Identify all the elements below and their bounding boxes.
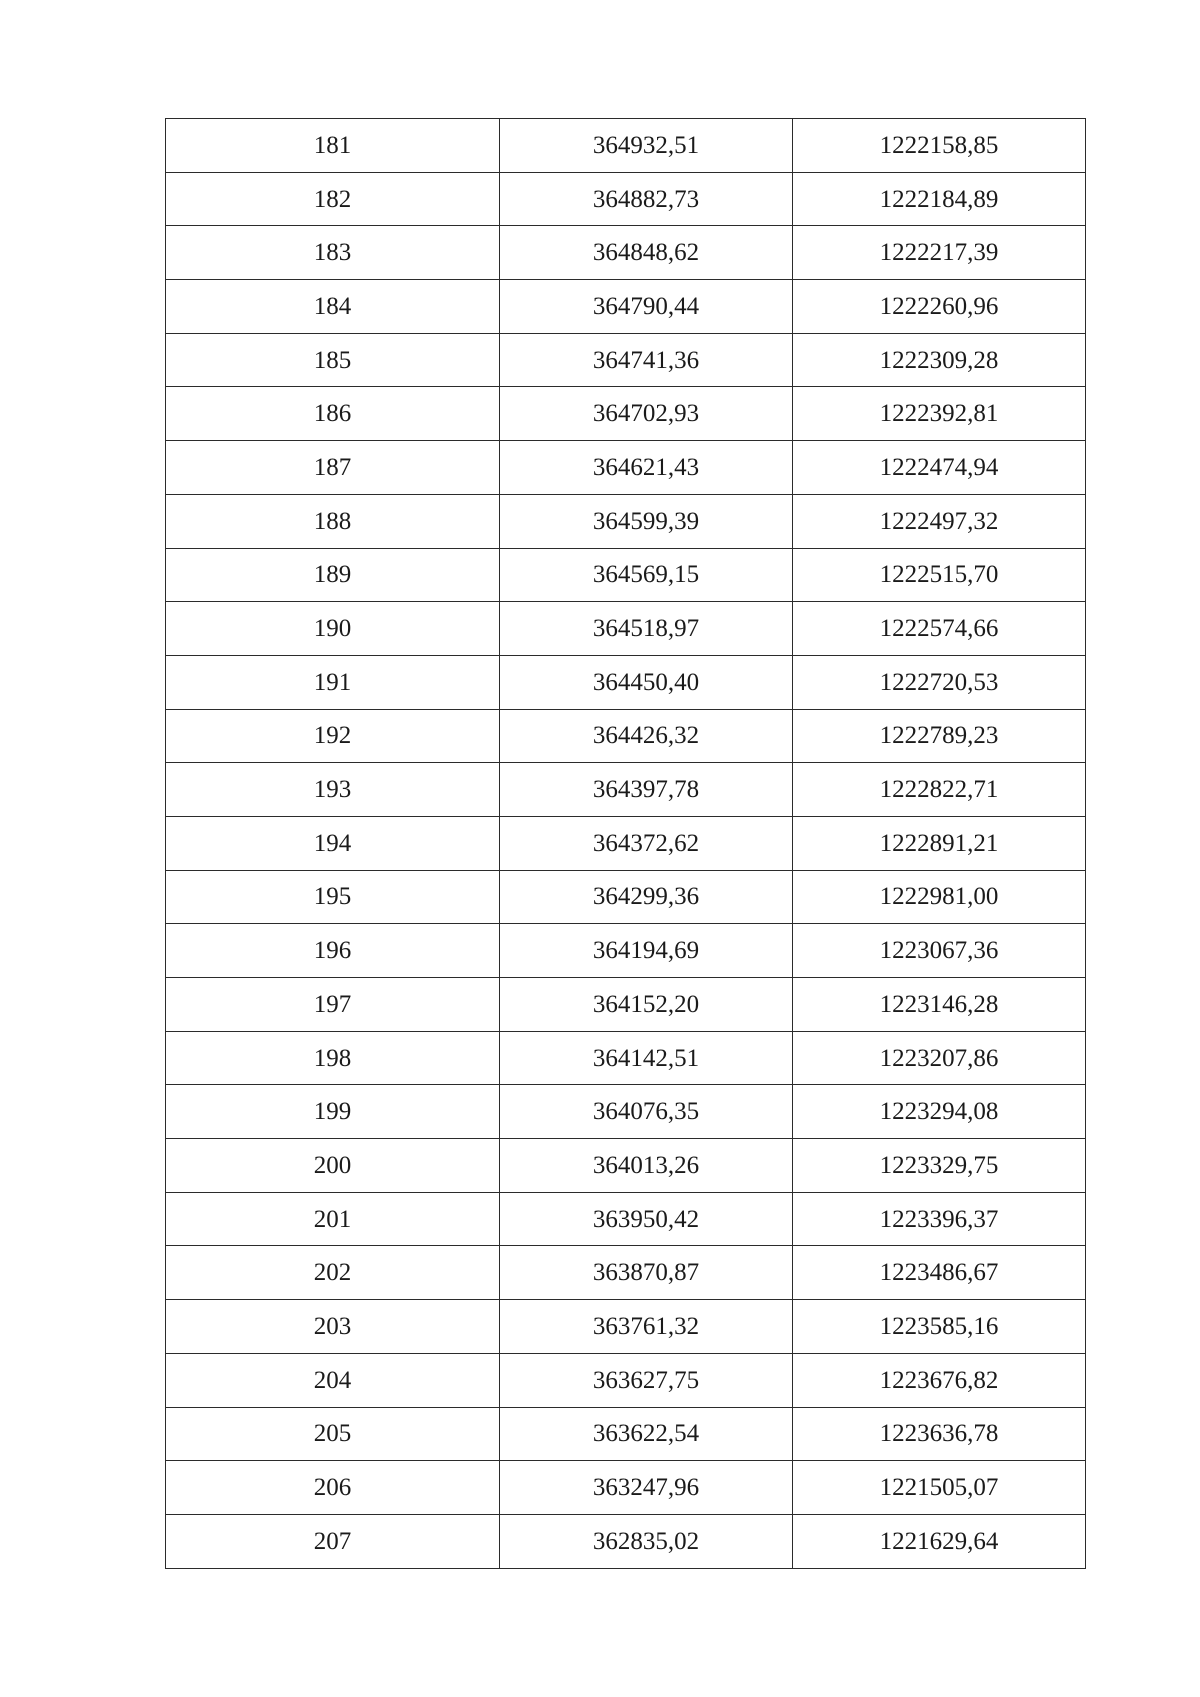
point-number-cell: 187: [166, 441, 500, 495]
point-number-cell: 206: [166, 1461, 500, 1515]
table-row: [166, 172, 1086, 226]
x-coordinate-cell: 364848,62: [500, 226, 793, 280]
point-number-cell: 191: [166, 655, 500, 709]
table-row: [166, 494, 1086, 548]
y-coordinate-cell: 1223294,08: [793, 1085, 1086, 1139]
point-number-cell: 184: [166, 280, 500, 334]
point-number-cell: 207: [166, 1514, 500, 1568]
y-coordinate-cell: 1223636,78: [793, 1407, 1086, 1461]
point-number-cell: 194: [166, 816, 500, 870]
x-coordinate-cell: 364397,78: [500, 763, 793, 817]
x-coordinate-cell: 364299,36: [500, 870, 793, 924]
table-row: [166, 1139, 1086, 1193]
y-coordinate-cell: 1223207,86: [793, 1031, 1086, 1085]
x-coordinate-cell: 364741,36: [500, 333, 793, 387]
table-row: [166, 924, 1086, 978]
y-coordinate-cell: 1222789,23: [793, 709, 1086, 763]
x-coordinate-cell: 364013,26: [500, 1139, 793, 1193]
x-coordinate-cell: 363761,32: [500, 1300, 793, 1354]
point-number-cell: 200: [166, 1139, 500, 1193]
y-coordinate-cell: 1221629,64: [793, 1514, 1086, 1568]
y-coordinate-cell: 1222720,53: [793, 655, 1086, 709]
table-row: [166, 333, 1086, 387]
y-coordinate-cell: 1222184,89: [793, 172, 1086, 226]
point-number-cell: 198: [166, 1031, 500, 1085]
table-row: [166, 1192, 1086, 1246]
x-coordinate-cell: 364518,97: [500, 602, 793, 656]
x-coordinate-cell: 364152,20: [500, 978, 793, 1032]
y-coordinate-cell: 1222158,85: [793, 119, 1086, 173]
x-coordinate-cell: 363622,54: [500, 1407, 793, 1461]
y-coordinate-cell: 1222392,81: [793, 387, 1086, 441]
table-row: [166, 548, 1086, 602]
point-number-cell: 196: [166, 924, 500, 978]
x-coordinate-cell: 364426,32: [500, 709, 793, 763]
point-number-cell: 183: [166, 226, 500, 280]
table-row: [166, 280, 1086, 334]
x-coordinate-cell: 363950,42: [500, 1192, 793, 1246]
x-coordinate-cell: 364621,43: [500, 441, 793, 495]
table-row: [166, 1031, 1086, 1085]
point-number-cell: 195: [166, 870, 500, 924]
table-row: [166, 709, 1086, 763]
point-number-cell: 189: [166, 548, 500, 602]
x-coordinate-cell: 362835,02: [500, 1514, 793, 1568]
table-row: [166, 816, 1086, 870]
table-row: [166, 978, 1086, 1032]
point-number-cell: 202: [166, 1246, 500, 1300]
y-coordinate-cell: 1222309,28: [793, 333, 1086, 387]
table-row: [166, 870, 1086, 924]
y-coordinate-cell: 1223146,28: [793, 978, 1086, 1032]
y-coordinate-cell: 1221505,07: [793, 1461, 1086, 1515]
table-row: [166, 441, 1086, 495]
table-row: [166, 655, 1086, 709]
x-coordinate-cell: 364599,39: [500, 494, 793, 548]
point-number-cell: 186: [166, 387, 500, 441]
table-row: [166, 119, 1086, 173]
table-row: [166, 226, 1086, 280]
y-coordinate-cell: 1223329,75: [793, 1139, 1086, 1193]
x-coordinate-cell: 364702,93: [500, 387, 793, 441]
x-coordinate-cell: 363870,87: [500, 1246, 793, 1300]
y-coordinate-cell: 1223676,82: [793, 1353, 1086, 1407]
table-row: [166, 1461, 1086, 1515]
y-coordinate-cell: 1222474,94: [793, 441, 1086, 495]
y-coordinate-cell: 1223585,16: [793, 1300, 1086, 1354]
coordinates-table: [165, 118, 1086, 1569]
point-number-cell: 199: [166, 1085, 500, 1139]
x-coordinate-cell: 364076,35: [500, 1085, 793, 1139]
y-coordinate-cell: 1222515,70: [793, 548, 1086, 602]
y-coordinate-cell: 1222822,71: [793, 763, 1086, 817]
table-row: [166, 1246, 1086, 1300]
point-number-cell: 192: [166, 709, 500, 763]
y-coordinate-cell: 1222260,96: [793, 280, 1086, 334]
point-number-cell: 193: [166, 763, 500, 817]
x-coordinate-cell: 364882,73: [500, 172, 793, 226]
x-coordinate-cell: 363247,96: [500, 1461, 793, 1515]
x-coordinate-cell: 364932,51: [500, 119, 793, 173]
table-row: [166, 1085, 1086, 1139]
table-row: [166, 1407, 1086, 1461]
y-coordinate-cell: 1223067,36: [793, 924, 1086, 978]
y-coordinate-cell: 1222891,21: [793, 816, 1086, 870]
x-coordinate-cell: 364790,44: [500, 280, 793, 334]
point-number-cell: 185: [166, 333, 500, 387]
point-number-cell: 190: [166, 602, 500, 656]
x-coordinate-cell: 364450,40: [500, 655, 793, 709]
point-number-cell: 188: [166, 494, 500, 548]
y-coordinate-cell: 1222217,39: [793, 226, 1086, 280]
y-coordinate-cell: 1222574,66: [793, 602, 1086, 656]
point-number-cell: 182: [166, 172, 500, 226]
point-number-cell: 201: [166, 1192, 500, 1246]
table-row: [166, 1300, 1086, 1354]
x-coordinate-cell: 364372,62: [500, 816, 793, 870]
point-number-cell: 197: [166, 978, 500, 1032]
table-row: [166, 763, 1086, 817]
point-number-cell: 205: [166, 1407, 500, 1461]
y-coordinate-cell: 1222981,00: [793, 870, 1086, 924]
y-coordinate-cell: 1222497,32: [793, 494, 1086, 548]
point-number-cell: 203: [166, 1300, 500, 1354]
y-coordinate-cell: 1223486,67: [793, 1246, 1086, 1300]
x-coordinate-cell: 364142,51: [500, 1031, 793, 1085]
y-coordinate-cell: 1223396,37: [793, 1192, 1086, 1246]
table-row: [166, 1514, 1086, 1568]
table-row: [166, 1353, 1086, 1407]
x-coordinate-cell: 364194,69: [500, 924, 793, 978]
x-coordinate-cell: 364569,15: [500, 548, 793, 602]
x-coordinate-cell: 363627,75: [500, 1353, 793, 1407]
point-number-cell: 181: [166, 119, 500, 173]
table-row: [166, 387, 1086, 441]
table-row: [166, 602, 1086, 656]
point-number-cell: 204: [166, 1353, 500, 1407]
coordinates-table-body: [166, 119, 1086, 1569]
